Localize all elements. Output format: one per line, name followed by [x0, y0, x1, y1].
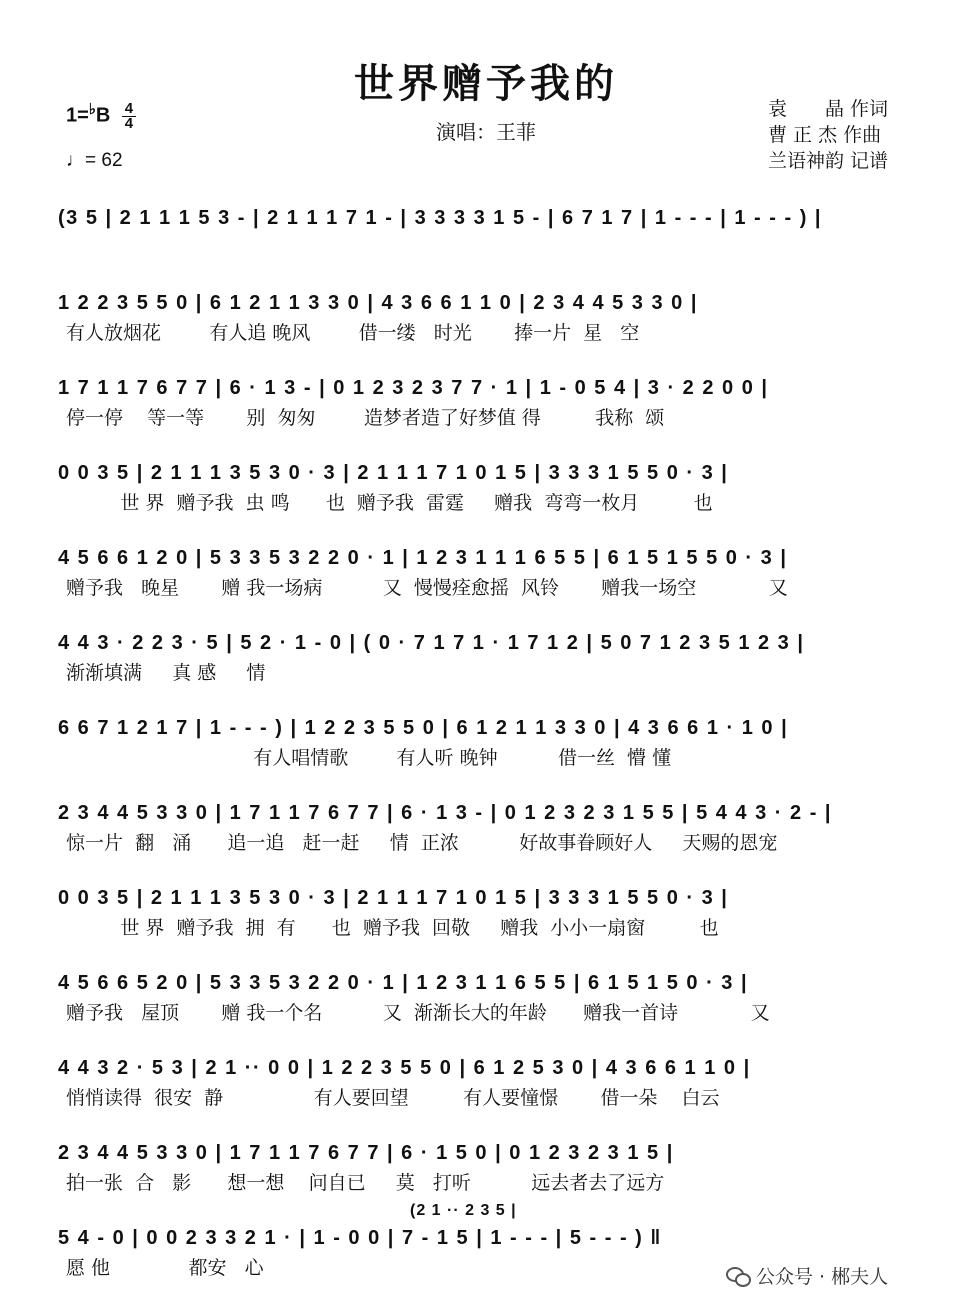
composer-credit: 曹 正 杰 作曲: [768, 124, 882, 146]
time-bottom: 4: [124, 114, 134, 132]
flat-sign: ♭: [88, 101, 96, 118]
score-line: [0, 352, 972, 437]
lyrics: 拍一张 合 影 想一想 问自已 莫 打听 远去者去了远方: [66, 1172, 665, 1194]
notation: 4 5 6 6 1 2 0 | 5 3 3 5 3 2 2 0 · 1 | 1 2 3 1 1 1 6 5 5 | 6 1 5 1 5 5 0 · 3 |: [58, 547, 788, 569]
score-line: [0, 522, 972, 607]
notation: 4 4 3 · 2 2 3 · 5 | 5 2 · 1 - 0 | ( 0 · 7 1 7 1 · 1 7 1 2 | 5 0 7 1 2 3 5 1 2 3 |: [58, 632, 805, 654]
lyrics: 赠予我 屋顶 赠 我一个名 又 渐渐长大的年龄 赠我一首诗 又: [66, 1002, 770, 1024]
score-line: [0, 1117, 972, 1202]
transcriber-credit: 兰语神韵 记谱: [768, 150, 889, 172]
notation: 2 3 4 4 5 3 3 0 | 1 7 1 1 7 6 7 7 | 6 · 1 5 0 | 0 1 2 3 2 3 1 5 |: [58, 1142, 674, 1164]
watermark-text: 公众号 · 郴夫人: [756, 1266, 889, 1288]
lyrics: 惊一片 翻 涌 追一追 赶一赶 情 正浓 好故事眷顾好人 天赐的恩宠: [66, 832, 778, 854]
notation: (3 5 | 2 1 1 1 5 3 - | 2 1 1 1 7 1 - | 3 3 3 3 1 5 - | 6 7 1 7 | 1 - - - | 1 - - - ) |: [58, 207, 823, 229]
lyrics: 世 界 赠予我 虫 鸣 也 赠予我 雷霆 赠我 弯弯一枚月 也: [66, 492, 713, 514]
lyrics: 有人放烟花 有人追 晚风 借一缕 时光 捧一片 星 空: [66, 322, 640, 344]
notation: 2 3 4 4 5 3 3 0 | 1 7 1 1 7 6 7 7 | 6 · 1 3 - | 0 1 2 3 2 3 1 5 5 | 5 4 4 3 · 2 - |: [58, 802, 833, 824]
watermark: [726, 1262, 888, 1289]
score-line: [0, 947, 972, 1032]
time-signature: [122, 99, 136, 132]
tempo-marking: ♩= 62: [66, 150, 123, 171]
score-line: [0, 607, 972, 692]
lyrics: 悄悄读得 很安 静 有人要回望 有人要憧憬 借一朵 白云: [66, 1087, 720, 1109]
score-line: [0, 692, 972, 777]
lyrics: [66, 234, 926, 262]
notation: 4 5 6 6 5 2 0 | 5 3 3 5 3 2 2 0 · 1 | 1 2 3 1 1 6 5 5 | 6 1 5 1 5 0 · 3 |: [58, 972, 749, 994]
key-note: B: [95, 104, 111, 127]
key-prefix: 1=: [66, 104, 89, 127]
notation: 1 7 1 1 7 6 7 7 | 6 · 1 3 - | 0 1 2 3 2 3 7 7 · 1 | 1 - 0 5 4 | 3 · 2 2 0 0 |: [58, 377, 769, 399]
lyrics: 世 界 赠予我 拥 有 也 赠予我 回敬 赠我 小小一扇窗 也: [66, 917, 719, 939]
score: [0, 182, 972, 1287]
score-line: [0, 267, 972, 352]
score-line: [0, 1032, 972, 1117]
notation: 0 0 3 5 | 2 1 1 1 3 5 3 0 · 3 | 2 1 1 1 7 1 0 1 5 | 3 3 3 1 5 5 0 · 3 |: [58, 462, 729, 484]
lyrics: 停一停 等一等 别 匆匆 造梦者造了好梦值 得 我称 颂: [66, 407, 665, 429]
lyrics: 赠予我 晚星 赠 我一场病 又 慢慢痊愈摇 风铃 赠我一场空 又: [66, 577, 788, 599]
notation: 5 4 - 0 | 0 0 2 3 3 2 1 · | 1 - 0 0 | 7 - 1 5 | 1 - - - | 5 - - - ) ‖: [58, 1227, 662, 1249]
alternate-ending-notation: (2 1 ·· 2 3 5 |: [410, 1202, 517, 1219]
lyrics: 渐渐填满 真 感 情: [66, 662, 266, 684]
singer-label: 演唱：王菲: [436, 120, 536, 144]
score-line: [0, 437, 972, 522]
chat-bubble-icon: [726, 1267, 750, 1285]
lyrics: 有人唱情歌 有人听 晚钟 借一丝 懵 懂: [66, 747, 672, 769]
score-line: [0, 777, 972, 862]
lyricist-credit: 袁 晶 作词: [768, 98, 889, 120]
score-line: [0, 182, 972, 267]
key-signature: [66, 100, 136, 131]
notation: 4 4 3 2 · 5 3 | 2 1 ·· 0 0 | 1 2 2 3 5 5 0 | 6 1 2 5 3 0 | 4 3 6 6 1 1 0 |: [58, 1057, 751, 1079]
song-title: 世界赠予我的: [354, 60, 618, 107]
notation: 6 6 7 1 2 1 7 | 1 - - - ) | 1 2 2 3 5 5 0 | 6 1 2 1 1 3 3 0 | 4 3 6 6 1 · 1 0 |: [58, 717, 789, 739]
credits: [768, 96, 888, 174]
time-top: 4: [124, 99, 134, 117]
notation: 0 0 3 5 | 2 1 1 1 3 5 3 0 · 3 | 2 1 1 1 7 1 0 1 5 | 3 3 3 1 5 5 0 · 3 |: [58, 887, 729, 909]
notation: 1 2 2 3 5 5 0 | 6 1 2 1 1 3 3 0 | 4 3 6 6 1 1 0 | 2 3 4 4 5 3 3 0 |: [58, 292, 698, 314]
score-line: [0, 862, 972, 947]
lyrics: 愿 他 都安 心: [66, 1257, 264, 1279]
